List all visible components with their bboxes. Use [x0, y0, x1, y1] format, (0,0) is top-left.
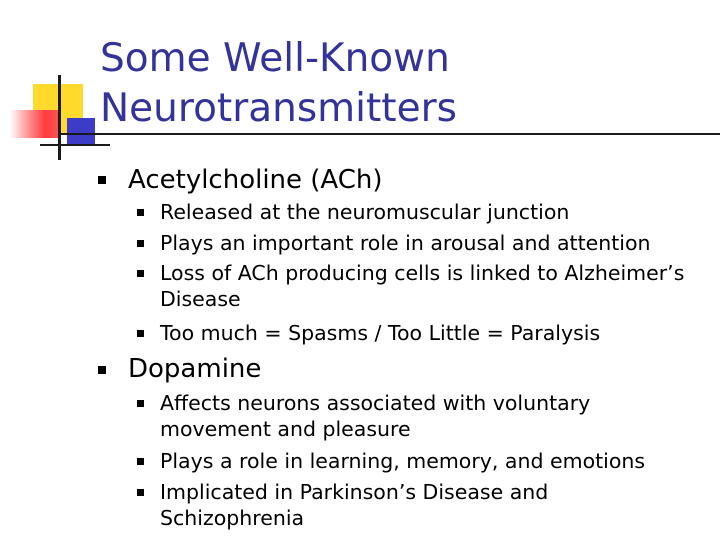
- list-item: [160, 199, 569, 225]
- square-bullet-icon: [137, 240, 144, 247]
- list-item-text: Implicated in Parkinson’s Disease and: [160, 480, 549, 504]
- square-bullet-icon: [137, 489, 144, 496]
- list-item: [160, 448, 645, 474]
- square-bullet-icon: [137, 270, 144, 277]
- square-bullet-icon: [137, 330, 144, 337]
- vertical-line-decoration: [58, 75, 61, 160]
- section-heading-acetylcholine: Acetylcholine (ACh): [128, 165, 383, 195]
- square-bullet-icon: [98, 366, 106, 374]
- list-item-text: Released at the neuromuscular junction: [160, 200, 570, 224]
- list-item-text: Loss of ACh producing cells is linked to Alzheimer’s: [160, 261, 685, 285]
- list-item-text: Affects neurons associated with voluntary: [160, 391, 591, 415]
- list-item: [160, 479, 548, 531]
- slide-title: [100, 34, 457, 134]
- section-heading-dopamine: Dopamine: [128, 354, 262, 384]
- blue-square-decoration: [67, 118, 95, 146]
- list-item-text: Schizophrenia: [160, 506, 305, 530]
- list-item: [160, 390, 590, 442]
- square-bullet-icon: [137, 400, 144, 407]
- red-gradient-bar-decoration: [10, 110, 60, 138]
- square-bullet-icon: [137, 458, 144, 465]
- horizontal-line-decoration: [40, 144, 110, 146]
- list-item: [160, 320, 600, 346]
- list-item-text: Plays a role in learning, memory, and emotions: [160, 449, 646, 473]
- list-item-text: Too much = Spasms / Too Little = Paralysis: [160, 321, 601, 345]
- list-item-text: Disease: [160, 287, 241, 311]
- list-item: [160, 230, 651, 256]
- slide-title-line-1: Some Well-Known: [100, 36, 450, 81]
- slide-title-line-2: Neurotransmitters: [100, 86, 457, 131]
- square-bullet-icon: [98, 176, 106, 184]
- list-item-text: Plays an important role in arousal and attention: [160, 231, 651, 255]
- list-item: [160, 260, 684, 312]
- square-bullet-icon: [137, 209, 144, 216]
- list-item-text: movement and pleasure: [160, 417, 411, 441]
